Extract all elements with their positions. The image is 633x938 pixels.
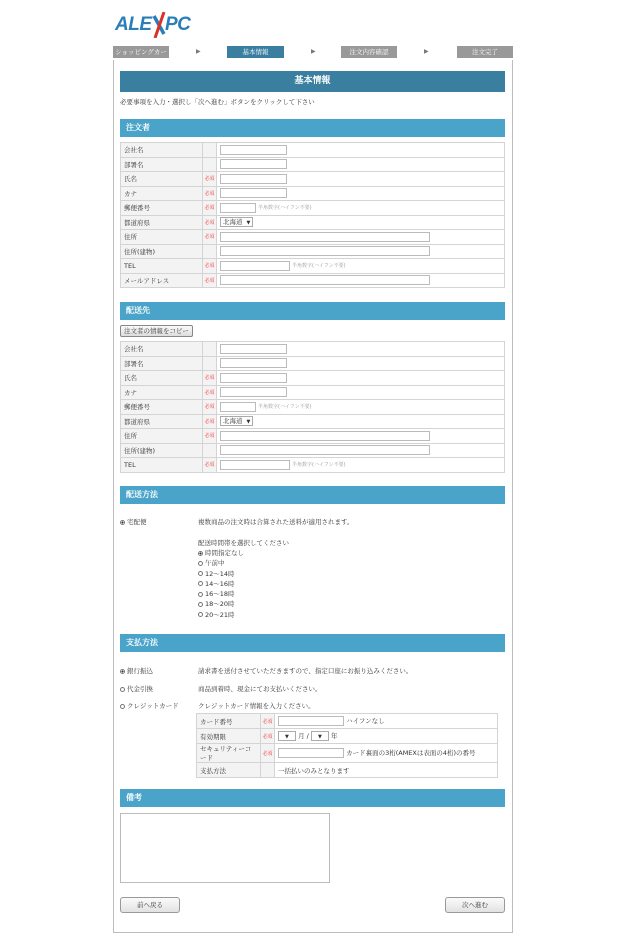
month-unit: 月 (298, 732, 305, 740)
orderer-kana-input[interactable] (220, 188, 287, 198)
radio-icon (198, 581, 203, 586)
security-code-hint: カード裏面の3桁(AMEXは表面の4桁)の番号 (346, 749, 476, 757)
required-badge: 必須 (261, 744, 275, 763)
field-label: セキュリティーコード (197, 744, 261, 763)
card-number-hint: ハイフンなし (346, 717, 385, 725)
orderer-heading: 注文者 (120, 119, 505, 137)
shipping-tel-input[interactable] (220, 460, 290, 470)
tel-hint: 半角数字(ハイフン不要) (292, 263, 346, 270)
next-button[interactable]: 次へ進む (445, 897, 505, 913)
orderer-form (120, 142, 505, 288)
security-code-input[interactable] (278, 748, 344, 758)
logo-text-right: PC (165, 14, 191, 35)
shipping-kana-input[interactable] (220, 387, 287, 397)
shipping-heading: 配送先 (120, 302, 505, 320)
delivery-note: 複数商品の注文時は合算された送料が適用されます。 (198, 518, 354, 526)
orderer-prefecture-select[interactable]: 北海道 ▼ (220, 217, 253, 227)
field-label: カナ (121, 385, 203, 400)
checkout-steps (113, 46, 513, 68)
payment-option-card[interactable]: クレジットカード (120, 701, 179, 710)
shipping-address-input[interactable] (220, 431, 430, 441)
orderer-department-input[interactable] (220, 159, 287, 169)
field-label: 有効期限 (197, 729, 261, 744)
payment-desc-bank: 請求書を送付させていただきますので、指定口座にお振り込みください。 (198, 667, 413, 675)
field-label: カナ (121, 186, 203, 201)
field-label: 部署名 (121, 157, 203, 172)
payment-desc-card: クレジットカード情報を入力ください。 (198, 702, 315, 710)
step-confirm: 注文内容確認 (341, 46, 397, 58)
orderer-postal-input[interactable] (220, 203, 256, 213)
expiry-year-select[interactable] (311, 731, 329, 741)
time-option[interactable]: 16～18時 (198, 589, 244, 599)
time-option[interactable]: 18～20時 (198, 599, 244, 609)
step-complete: 注文完了 (457, 46, 513, 58)
required-badge: 必須 (261, 714, 275, 729)
required-badge: 必須 (203, 414, 217, 429)
radio-icon (198, 571, 203, 576)
chevron-down-icon: ▼ (246, 220, 251, 227)
orderer-email-input[interactable] (220, 275, 430, 285)
orderer-tel-input[interactable] (220, 261, 290, 271)
required-badge: 必須 (203, 371, 217, 386)
shipping-prefecture-select[interactable]: 北海道 ▼ (220, 416, 253, 426)
radio-icon (198, 592, 203, 597)
required-badge: 必須 (203, 230, 217, 245)
field-label: 都道府県 (121, 414, 203, 429)
notes-textarea[interactable] (120, 813, 330, 883)
card-number-input[interactable] (278, 716, 344, 726)
field-label: 氏名 (121, 371, 203, 386)
payment-option-cod[interactable]: 代金引換 (120, 684, 153, 693)
copy-orderer-button[interactable]: 注文者の情報をコピー (120, 325, 193, 337)
back-button[interactable]: 前へ戻る (120, 897, 180, 913)
payment-method-value: 一括払いのみとなります (275, 763, 498, 778)
field-label: TEL (121, 259, 203, 274)
field-label: 支払方法 (197, 763, 261, 778)
intro-text: 必要事項を入力・選択し「次へ進む」ボタンをクリックして下さい (120, 98, 315, 106)
required-badge: 必須 (203, 429, 217, 444)
shipping-name-input[interactable] (220, 373, 287, 383)
step-arrow-icon: ▶ (196, 48, 201, 55)
field-label: 会社名 (121, 143, 203, 158)
page-title: 基本情報 (120, 71, 505, 92)
step-arrow-icon: ▶ (424, 48, 429, 55)
expiry-slash: / (306, 732, 309, 740)
radio-icon (198, 602, 203, 607)
payment-option-bank[interactable]: 銀行振込 (120, 666, 153, 675)
required-badge: 必須 (203, 385, 217, 400)
radio-icon (120, 687, 125, 692)
chevron-down-icon: ▼ (285, 734, 289, 740)
delivery-heading: 配送方法 (120, 486, 505, 504)
field-label: 氏名 (121, 172, 203, 187)
year-unit: 年 (331, 732, 338, 740)
required-badge: 必須 (203, 215, 217, 230)
field-label: 住所 (121, 230, 203, 245)
chevron-down-icon: ▼ (246, 419, 251, 426)
chevron-down-icon: ▼ (317, 734, 322, 740)
radio-selected-icon (120, 520, 125, 525)
notes-heading: 備考 (120, 789, 505, 807)
required-badge: 必須 (203, 458, 217, 473)
field-label: 部署名 (121, 356, 203, 371)
expiry-month-select[interactable] (278, 731, 296, 741)
field-label: 住所(建物) (121, 244, 203, 259)
tel-hint: 半角数字(ハイフン不要) (292, 462, 346, 469)
required-badge: 必須 (203, 201, 217, 216)
orderer-company-input[interactable] (220, 145, 287, 155)
field-label: 住所 (121, 429, 203, 444)
logo-text-left: ALE (115, 14, 152, 35)
required-badge: 必須 (203, 273, 217, 288)
step-arrow-icon: ▶ (311, 48, 316, 55)
delivery-time-options (198, 548, 244, 620)
required-badge: 必須 (261, 729, 275, 744)
delivery-time-prompt: 配送時間帯を選択してください (198, 539, 289, 547)
field-label: メールアドレス (121, 273, 203, 288)
orderer-building-input[interactable] (220, 246, 430, 256)
step-cart: ショッピングカート (113, 46, 169, 58)
payment-heading: 支払方法 (120, 634, 505, 652)
shipping-department-input[interactable] (220, 358, 287, 368)
required-badge: 必須 (203, 259, 217, 274)
field-label: カード番号 (197, 714, 261, 729)
radio-icon (120, 704, 125, 709)
radio-selected-icon (120, 669, 125, 674)
radio-selected-icon (198, 551, 203, 556)
shipping-form (120, 341, 505, 473)
required-badge: 必須 (203, 172, 217, 187)
time-option[interactable]: 時間指定なし (198, 548, 244, 558)
orderer-address-input[interactable] (220, 232, 430, 242)
time-option[interactable]: 14～16時 (198, 579, 244, 589)
required-badge: 必須 (203, 186, 217, 201)
field-label: TEL (121, 458, 203, 473)
radio-icon (198, 612, 203, 617)
step-basic-info: 基本情報 (227, 46, 284, 58)
card-form (196, 713, 498, 778)
logo-x-mark (152, 12, 166, 38)
delivery-method-radio[interactable]: 宅配便 (120, 517, 147, 526)
time-option[interactable]: 午前中 (198, 558, 244, 568)
time-option[interactable]: 12～14時 (198, 569, 244, 579)
radio-icon (198, 561, 203, 566)
postal-hint: 半角数字(ハイフン不要) (258, 404, 312, 411)
field-label: 住所(建物) (121, 443, 203, 458)
time-option[interactable]: 20～21時 (198, 610, 244, 620)
field-label: 会社名 (121, 342, 203, 357)
postal-hint: 半角数字(ハイフン不要) (258, 205, 312, 212)
site-logo[interactable] (115, 12, 195, 38)
field-label: 都道府県 (121, 215, 203, 230)
field-label: 郵便番号 (121, 201, 203, 216)
shipping-company-input[interactable] (220, 344, 287, 354)
orderer-name-input[interactable] (220, 174, 287, 184)
payment-desc-cod: 商品到着時、現金にてお支払いください。 (198, 685, 322, 693)
required-badge: 必須 (203, 400, 217, 415)
field-label: 郵便番号 (121, 400, 203, 415)
shipping-postal-input[interactable] (220, 402, 256, 412)
shipping-building-input[interactable] (220, 445, 430, 455)
